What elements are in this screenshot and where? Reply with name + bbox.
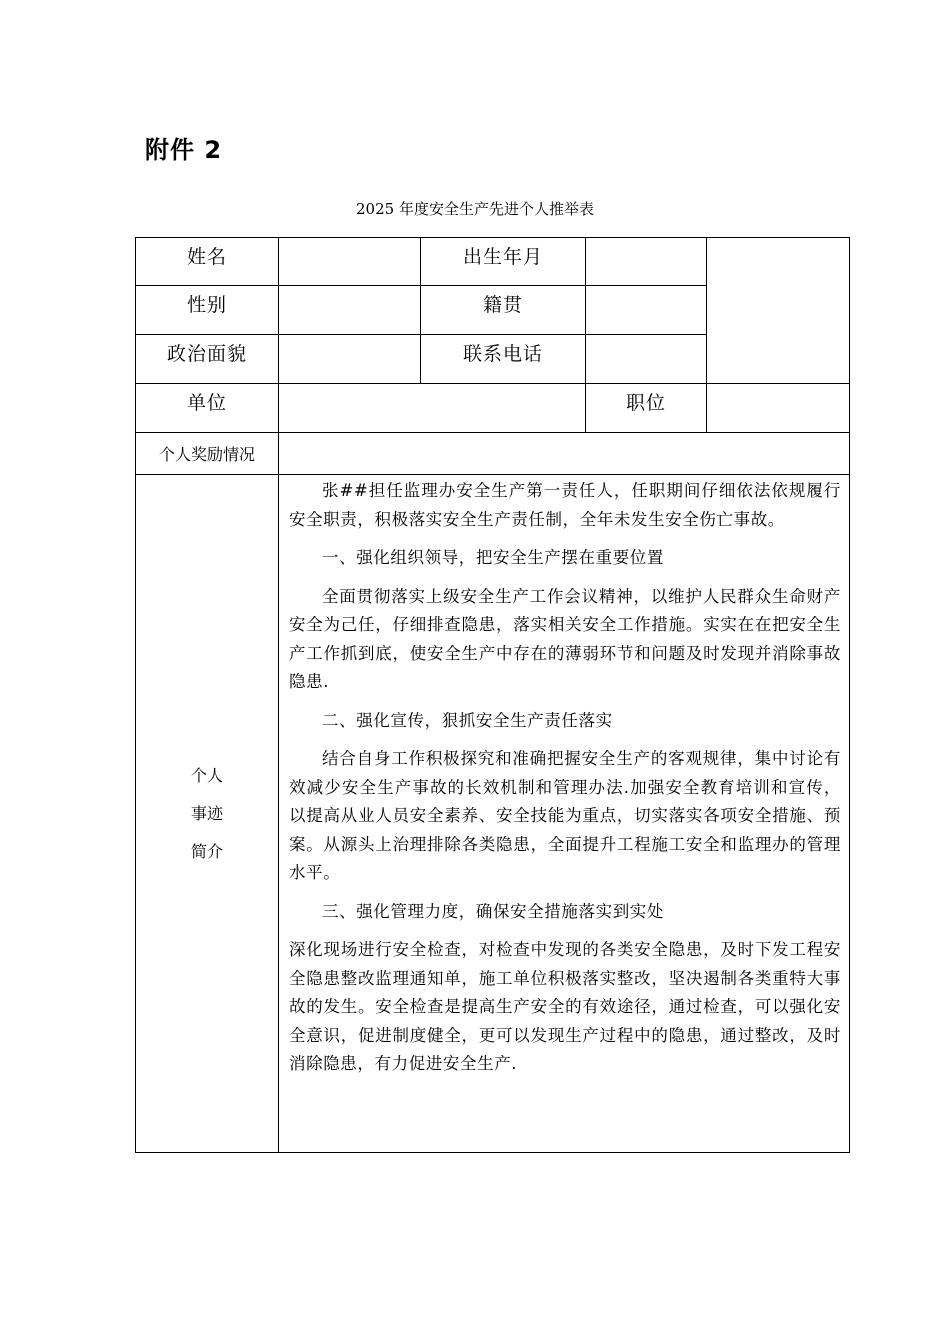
- recommendation-form: [135, 237, 850, 1153]
- native-place-value-cell[interactable]: [586, 286, 707, 335]
- position-value-cell[interactable]: [707, 384, 850, 433]
- unit-value-cell[interactable]: [279, 384, 586, 433]
- awards-value-cell[interactable]: [279, 433, 850, 475]
- position-label: 职位: [586, 384, 707, 433]
- unit-label: 单位: [136, 384, 279, 433]
- deeds-heading-2: 二、强化宣传，狠抓安全生产责任落实: [322, 710, 613, 730]
- deeds-content[interactable]: [279, 475, 850, 1153]
- name-value-cell[interactable]: [279, 238, 421, 286]
- name-label: 姓名: [136, 238, 279, 286]
- deeds-label-line-2: 事迹: [190, 803, 223, 823]
- gender-label: 性别: [136, 286, 279, 335]
- political-status-label: 政治面貌: [136, 335, 279, 384]
- deeds-label-line-1: 个人: [190, 765, 223, 785]
- political-status-value-cell[interactable]: [279, 335, 421, 384]
- phone-value-cell[interactable]: [586, 335, 707, 384]
- awards-label: 个人奖励情况: [136, 433, 279, 475]
- deeds-label-line-3: 简介: [190, 841, 223, 861]
- birth-value-cell[interactable]: [586, 238, 707, 286]
- gender-value-cell[interactable]: [279, 286, 421, 335]
- birth-label: 出生年月: [421, 238, 586, 286]
- deeds-paragraph-1: 全面贯彻落实上级安全生产工作会议精神，以维护人民群众生命财产安全为己任，仔细排查隐患，落实相关安全工作措施。实实在在把安全生产工作抓到底，使安全生产中存在的薄弱环节和问题及时发现并消除事故隐患.: [289, 586, 841, 691]
- photo-cell[interactable]: [707, 238, 850, 384]
- phone-label: 联系电话: [421, 335, 586, 384]
- deeds-heading-3: 三、强化管理力度，确保安全措施落实到实处: [322, 901, 664, 921]
- native-place-label: 籍贯: [421, 286, 586, 335]
- deeds-intro: 张##担任监理办安全生产第一责任人，任职期间仔细依法依规履行安全职责，积极落实安全生产责任制，全年未发生安全伤亡事故。: [289, 481, 841, 529]
- attachment-label: 附件 2: [145, 136, 223, 164]
- deeds-label: [136, 475, 279, 1153]
- deeds-heading-1: 一、强化组织领导，把安全生产摆在重要位置: [322, 548, 664, 567]
- deeds-paragraph-2: 结合自身工作积极探究和准确把握安全生产的客观规律，集中讨论有效减少安全生产事故的长效机制和管理办法.加强安全教育培训和宣传，以提高从业人员安全素养、安全技能为重点，切实落实各项安全措施、预案。从源头上治理排除各类隐患，全面提升工程施工安全和监理办的管理水平。: [289, 749, 841, 882]
- form-title: 2025 年度安全生产先进个人推举表: [356, 200, 594, 218]
- deeds-paragraph-3: 深化现场进行安全检查，对检查中发现的各类安全隐患，及时下发工程安全隐患整改监理通知单，施工单位积极落实整改，坚决遏制各类重特大事故的发生。安全检查是提高生产安全的有效途径，通过检查，可以强化安全意识，促进制度健全，更可以发现生产过程中的隐患，通过整改，及时消除隐患，有力促进安全生产.: [289, 940, 841, 1073]
